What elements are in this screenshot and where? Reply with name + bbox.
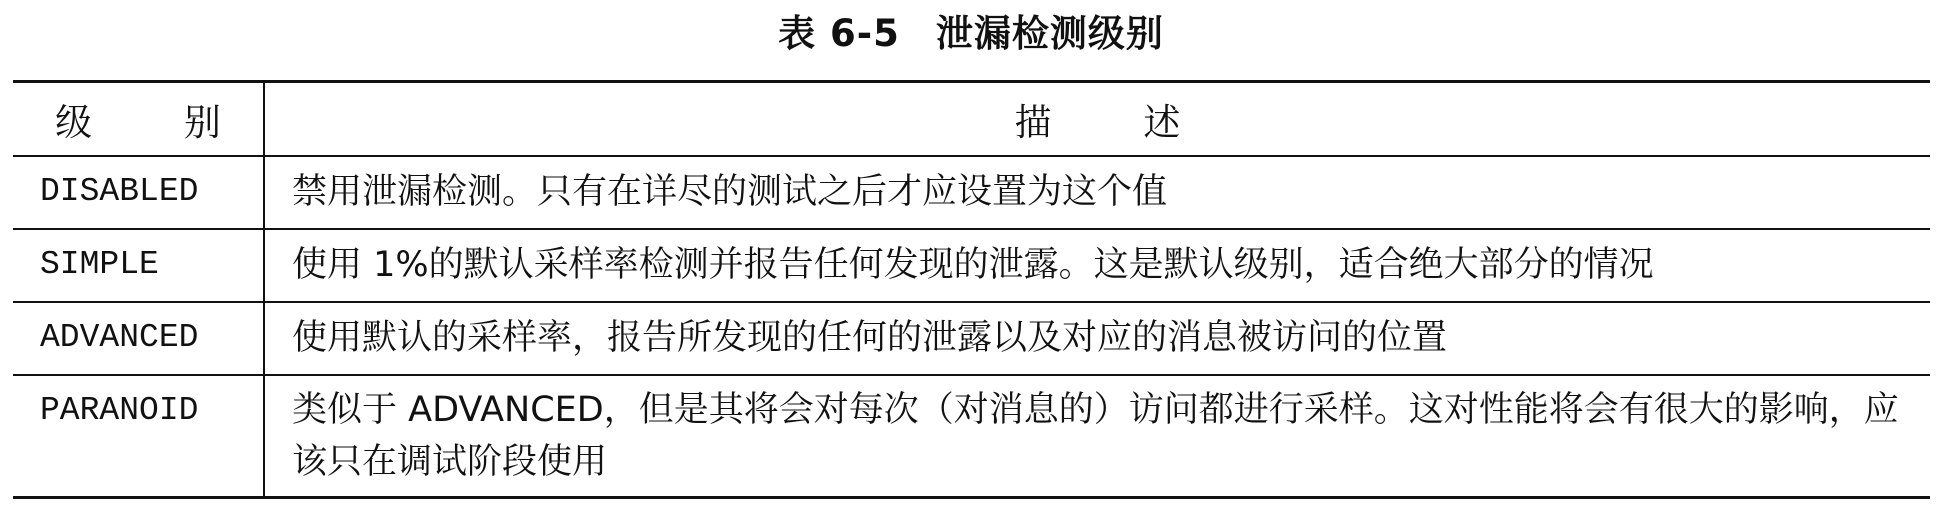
header-level [13, 82, 264, 157]
table-row [13, 375, 1930, 498]
leak-detection-levels-table [13, 80, 1930, 499]
header-level-label: 级 别 [55, 101, 261, 144]
level-cell: PARANOID [13, 375, 264, 498]
level-cell: DISABLED [13, 156, 264, 229]
table-caption-title: 泄漏检测级别 [935, 12, 1164, 55]
description-cell: 禁用泄漏检测。只有在详尽的测试之后才应设置为这个值 [264, 156, 1930, 229]
table-row [13, 302, 1930, 375]
level-cell: ADVANCED [13, 302, 264, 375]
table-row [13, 229, 1930, 302]
table-caption-number: 表 6-5 [778, 12, 900, 55]
table-caption [0, 6, 1942, 62]
header-description [264, 82, 1930, 157]
header-description-label: 描 述 [1014, 101, 1221, 144]
description-cell: 类似于 ADVANCED，但是其将会对每次（对消息的）访问都进行采样。这对性能将会有很大的影响，应该只在调试阶段使用 [292, 390, 1899, 482]
table-header-row [13, 82, 1930, 157]
description-cell: 使用默认的采样率，报告所发现的任何的泄露以及对应的消息被访问的位置 [264, 302, 1930, 375]
table-row [13, 156, 1930, 229]
level-cell: SIMPLE [13, 229, 264, 302]
description-cell: 使用 1%的默认采样率检测并报告任何发现的泄露。这是默认级别，适合绝大部分的情况 [264, 229, 1930, 302]
